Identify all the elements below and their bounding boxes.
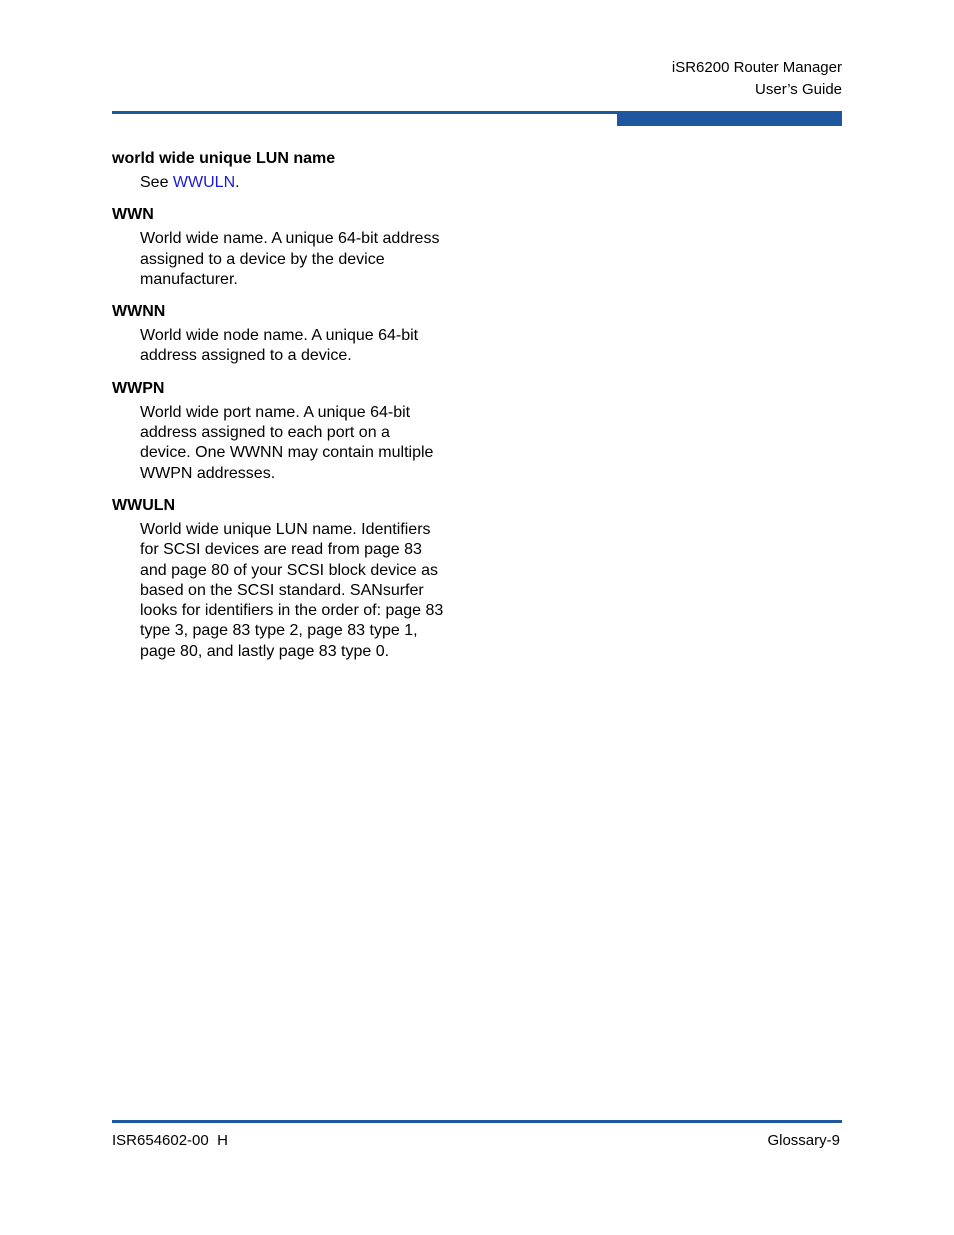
definition-line: WWPN addresses. — [140, 464, 276, 482]
definition-line: based on the SCSI standard. SANsurfer — [140, 581, 424, 599]
wwuln-link[interactable]: WWULN — [172, 174, 236, 191]
definition-line: manufacturer. — [140, 270, 238, 288]
glossary-definition — [140, 520, 470, 662]
definition-line: World wide port name. A unique 64-bit — [140, 403, 411, 421]
definition-line: World wide name. A unique 64-bit address — [140, 230, 440, 248]
glossary-term: world wide unique LUN name — [112, 150, 336, 167]
footer-page-label: Glossary-9 — [767, 1132, 840, 1149]
see-suffix: . — [235, 174, 240, 191]
definition-line: for SCSI devices are read from page 83 — [140, 541, 422, 559]
definition-line: and page 80 of your SCSI block device as — [140, 561, 438, 579]
definition-line: World wide node name. A unique 64-bit — [140, 327, 419, 345]
glossary-list — [112, 148, 492, 673]
glossary-definition — [140, 229, 470, 290]
definition-line: address assigned to each port on a — [140, 424, 390, 442]
see-prefix: See — [140, 174, 173, 191]
glossary-term: WWNN — [112, 303, 166, 321]
glossary-term: WWN — [112, 206, 154, 224]
glossary-term: WWULN — [112, 496, 176, 514]
glossary-definition — [140, 326, 470, 367]
glossary-term: WWPN — [112, 379, 165, 397]
glossary-entry — [112, 148, 492, 193]
footer-doc-number: ISR654602-00 H — [112, 1132, 228, 1149]
definition-line: assigned to a device by the device — [140, 250, 385, 268]
definition-line: page 80, and lastly page 83 type 0. — [140, 642, 390, 660]
glossary-entry — [112, 204, 492, 290]
footer-rule — [112, 1120, 842, 1123]
header-title: iSR6200 Router Manager — [671, 59, 842, 76]
running-header — [672, 57, 842, 101]
definition-line: looks for identifiers in the order of: page 83 — [140, 602, 444, 620]
header-subtitle: User’s Guide — [755, 81, 842, 98]
header-accent-block — [617, 111, 842, 126]
definition-line: type 3, page 83 type 2, page 83 type 1, — [140, 622, 418, 640]
glossary-definition — [140, 403, 470, 484]
glossary-definition — [140, 173, 470, 193]
definition-line: device. One WWNN may contain multiple — [140, 444, 434, 462]
definition-line: World wide unique LUN name. Identifiers — [140, 520, 431, 538]
glossary-entry — [112, 495, 492, 662]
definition-line: address assigned to a device. — [140, 347, 352, 365]
glossary-entry — [112, 378, 492, 484]
glossary-entry — [112, 301, 492, 367]
